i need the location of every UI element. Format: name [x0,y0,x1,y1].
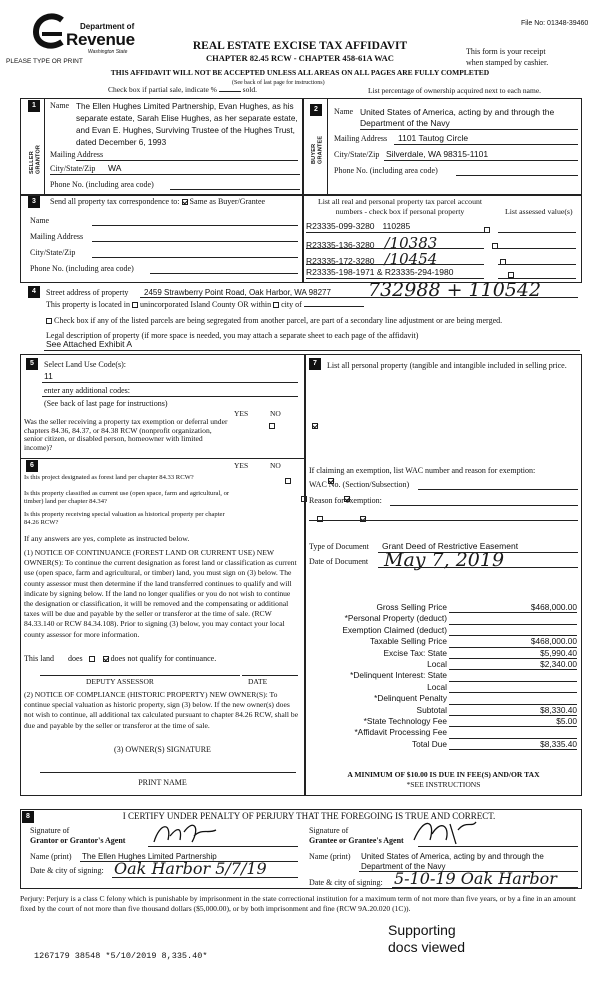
street-label: Street address of property [46,288,129,297]
fee-row [309,694,579,705]
fee-value: $8,335.40 [449,740,577,750]
grantee-date-label: Date & city of signing: [309,878,383,887]
certify-statement: I CERTIFY UNDER PENALTY OF PERJURY THAT THE FOREGOING IS TRUE AND CORRECT. [122,811,496,821]
personal-property-label: List all personal property (tangible and intangible included in selling price. [327,361,567,370]
city-of-label: city of [281,300,302,309]
fee-label: *State Technology Fee [363,716,447,726]
fee-value [449,614,577,624]
doc-type-label: Type of Document [309,542,369,551]
segregated-row [46,316,586,325]
deputy-assessor-label: DEPUTY ASSESSOR [86,677,154,686]
parcel-number: R23335-198-1971 & R23335-294-1980 [306,267,454,277]
land-use-label: Select Land Use Code(s): [44,360,126,369]
section-5-number: 5 [26,358,38,370]
fee-label: Subtotal [416,704,447,715]
grantor-sig-of: Signature of [30,826,70,835]
grantor-agent-label: Grantor or Grantor's Agent [30,836,126,845]
sec5-yes-header: YES [234,409,249,418]
current-use-question: Is this property classified as current use (open space, farm and agricultural, or timber) land per chapter 84.34? [24,490,230,505]
sec6-yes-header: YES [234,461,249,470]
located-row [46,300,364,309]
print-name-label: PRINT NAME [138,778,187,787]
same-as-buyer-label: Same as Buyer/Grantee [189,197,266,206]
city-of-checkbox[interactable] [273,302,279,308]
fee-label: Local [427,659,447,669]
segregated-checkbox[interactable] [46,318,52,324]
seller-mailing-label: Mailing Address [50,150,104,159]
grantor-date-value: Oak Harbor 5/7/19 [114,859,267,878]
fee-value [449,683,577,693]
buyer-mailing-value: 1101 Tautog Circle [398,133,469,143]
fee-label: *Delinquent Penalty [374,693,447,704]
this-land-label: This land [24,654,54,663]
receipt-line: 1267179 38548 *5/10/2019 8,335.40* [34,951,208,961]
does-not-checkbox[interactable] [103,656,109,662]
send-correspondence-row [50,197,265,206]
form-warning: THIS AFFIDAVIT WILL NOT BE ACCEPTED UNLESS ALL AREAS ON ALL PAGES ARE FULLY COMPLETED [110,68,490,77]
date-label: DATE [248,677,268,686]
fee-value [449,694,577,704]
exemption-question: Was the seller receiving a property tax exemption or deferral under chapters 84.36, 84.37, or 84.38 RCW (nonprofit organization, senior citizen, or disabled person, homeowner with limited income)? [24,417,228,453]
grantee-name-label: Name (print) [309,852,351,861]
notice-compliance: (2) NOTICE OF COMPLIANCE (HISTORIC PROPERTY) NEW OWNER(S): To continue special valuation as historic property, sign (3) below. If the new owner(s) does not wish to continue, all additional tax calculated pursuant to chapter 84.26 RCW, shall be due and payable by the seller or transferor at the time of sale. [24,690,299,730]
fee-value: $5.00 [449,717,577,727]
fee-value: $2,340.00 [449,660,577,670]
owner-signature-label: (3) OWNER(S) SIGNATURE [114,745,211,754]
grantee-date-value: 5-10-19 Oak Harbor [394,869,557,888]
fee-value: $468,000.00 [449,603,577,613]
parcel-row [306,268,453,278]
fee-value [449,728,577,738]
buyer-mailing-label: Mailing Address [334,134,388,143]
grantee-signature-icon [410,814,480,846]
doc-type-value: Grant Deed of Restrictive Easement [382,541,519,551]
same-as-buyer-checkbox[interactable] [182,199,188,205]
dept-line1: Department of [80,22,135,31]
corr-phone-label: Phone No. (including area code) [30,264,134,273]
parcel-extra: /10454 [384,250,438,268]
dept-line3: Washington State [88,49,128,55]
sold-label: sold. [242,85,258,94]
supporting-docs-line1: Supporting [388,922,456,938]
buyer-city-value: Silverdale, WA 98315-1101 [386,149,489,159]
seller-phone-label: Phone No. (including area code) [50,180,154,189]
buyer-name-value: United States of America, acting by and through the Department of the Navy [360,107,555,128]
please-type: PLEASE TYPE OR PRINT [6,58,83,65]
grantee-agent-label: Grantee or Grantee's Agent [309,836,404,845]
sec5-no-header: NO [270,409,281,418]
parcel-header-2: numbers - check box if personal property [335,207,465,216]
legal-desc-value: See Attached Exhibit A [46,339,133,349]
form-title: REAL ESTATE EXCISE TAX AFFIDAVIT [192,40,408,52]
fee-value [449,626,577,636]
grantor-name-value: The Ellen Hughes Limited Partnership [82,852,217,861]
assessed-header: List assessed value(s) [505,207,573,216]
see-instructions: *SEE INSTRUCTIONS [406,780,481,789]
parcel-number: R23335-172-3280 [306,256,375,266]
form-subtitle: CHAPTER 82.45 RCW - CHAPTER 458-61A WAC [206,53,394,63]
grantor-name-label: Name (print) [30,852,72,861]
fee-value [449,671,577,681]
fee-label: Exemption Claimed (deduct) [342,624,447,635]
parcel-row [306,251,437,268]
qualify-label: qualify for continuance. [139,654,217,663]
buyer-grantee-label: BUYER GRANTEE [311,135,324,164]
seller-name-label: Name [50,101,70,110]
section-7-number: 7 [309,358,321,370]
section-4-number: 4 [28,286,40,298]
fee-row [309,740,579,751]
fee-row [309,637,579,648]
fee-label: Excise Tax: State [383,647,447,658]
street-value: 2459 Strawberry Point Road, Oak Harbor, WA 98277 [144,288,331,297]
doc-date-label: Date of Document [309,557,369,566]
fee-label: *Personal Property (deduct) [344,613,447,624]
buyer-phone-label: Phone No. (including area code) [334,166,438,175]
section-1-number: 1 [28,100,40,112]
parcel-number: R23335-099-3280 [306,221,375,231]
grantor-date-label: Date & city of signing: [30,866,104,875]
fee-value: $468,000.00 [449,637,577,647]
send-label: Send all property tax correspondence to: [50,197,180,206]
segregated-label: Check box if any of the listed parcels are being segregated from another parcel, are part of a secondary line adjustment or are being merged. [54,316,503,325]
land-use-see-back: (See back of last page for instructions) [44,399,168,408]
corr-name-label: Name [30,216,50,225]
section-3-number: 3 [28,196,40,208]
does-checkbox[interactable] [89,656,95,662]
fee-label: Local [427,681,447,692]
grantor-signature-icon [150,818,220,848]
parcel-row [306,222,410,232]
seller-name-value: The Ellen Hughes Limited Partnership, Evan Hughes, as his separate estate, Sarah Elise Hughes, as her separate estate, and Evan E. Hughes, Surviving Trustee of the Hughes Trust, dated December 6, 1993 [76,102,298,147]
land-use-value: 11 [44,371,53,381]
supporting-docs-line2: docs viewed [388,939,466,955]
section-2-number: 2 [310,104,322,116]
parcel-extra: 110285 [382,221,411,231]
fee-label: Total Due [411,738,447,749]
seller-grantor-label: SELLER GRANTOR [29,144,42,174]
partial-sale-row [108,86,257,95]
fee-value: $5,990.40 [449,649,577,659]
parcel-header-1: List all real and personal property tax parcel account [317,197,483,206]
partial-sale-label: Check box if partial sale, indicate % [108,85,217,94]
forest-yes-checkbox[interactable] [285,478,291,484]
does-label: does [68,654,83,663]
if-yes-instruction: If any answers are yes, complete as instructed below. [24,534,190,543]
grantee-sig-of: Signature of [309,826,349,835]
dept-word: Revenue [66,30,135,49]
parcel-extra: /10383 [384,234,438,252]
receipt-note-1: This form is your receipt [466,47,546,56]
seller-city-label: City/State/Zip [50,164,96,173]
notice-continuance: (1) NOTICE OF CONTINUANCE (FOREST LAND OR CURRENT USE) NEW OWNER(S): To continue the current designation as forest land or classification as current use (open space, farm and agricultural, or timber) land, you must sign on (3) below. The county assessor must then determine if the land transferred continues to qualify and will indicate by signing below. If the land no longer qualifies or you do not wish to continue the designation or classification, it will be removed and the compensating or additional taxes will be due and payable by the seller or transferor at the time of sale. (RCW 84.33.140 or RCW 84.34.108). Prior to signing (3) below, you may contact your local county assessor for more information. [24,548,297,639]
sec6-no-header: NO [270,461,281,470]
parcel-number: R23335-136-3280 [306,240,375,250]
file-no: File No: 01348-39460 [521,20,589,27]
section-8-number: 8 [22,811,34,823]
corr-city-label: City/State/Zip [30,248,76,257]
grantee-name-value: United States of America, acting by and through the Department of the Navy [361,852,544,871]
historical-question: Is this property receiving special valuation as historical property per chapter 84.26 RCW? [24,511,225,526]
legal-desc-label: Legal description of property (if more space is needed, you may attach a separate sheet to each page of the affidavit) [46,331,419,340]
doc-date-value: May 7, 2019 [384,549,505,571]
additional-codes-label: enter any additional codes: [44,386,130,395]
wac-no-label: WAC No. (Section/Subsection) [309,480,410,489]
this-land-row [24,654,216,663]
receipt-note-2: when stamped by cashier. [466,58,549,67]
fee-label: Taxable Selling Price [369,636,447,647]
handwritten-parcel-note: 732988 + 110542 [368,279,542,301]
percent-ownership: List percentage of ownership acquired next to each name. [368,86,542,95]
fee-value: $8,330.40 [449,706,577,716]
corr-mailing-label: Mailing Address [30,232,84,241]
forest-land-question: Is this project designated as forest land per chapter 84.33 RCW? [24,474,194,481]
fee-label: *Delinquent Interest: State [350,670,447,681]
fee-label: Gross Selling Price [376,602,447,612]
perjury-statement: Perjury: Perjury is a class C felony which is punishable by imprisonment in the state correctional institution for a maximum term of not more than five years, or by a fine in an amount fixed by the court of not more than five thousand dollars ($5,000.00), or by both imprisonment and fine (RCW 9A.20.020 (1C)). [20,894,576,913]
unincorporated-label: unincorporated Island County OR within [139,300,272,309]
fee-label: *Affidavit Processing Fee [354,727,447,738]
located-label: This property is located in [46,300,130,309]
section-6-number: 6 [26,460,38,472]
does-not-label: does not [110,654,138,663]
exemption-reason-label: Reason for exemption: [309,496,382,505]
seller-city-value: WA [108,163,122,173]
minimum-fee-note: A MINIMUM OF $10.00 IS DUE IN FEE(S) AND/OR TAX [347,770,540,779]
unincorporated-checkbox[interactable] [132,302,138,308]
buyer-name-label: Name [334,107,354,116]
exemption-claim-label: If claiming an exemption, list WAC number and reason for exemption: [309,466,536,475]
see-back-top: (See back of last page for instructions) [232,80,325,86]
buyer-city-label: City/State/Zip [334,150,380,159]
exemption-yes-checkbox[interactable] [269,423,275,429]
parcel-personal-checkbox[interactable] [484,227,490,233]
